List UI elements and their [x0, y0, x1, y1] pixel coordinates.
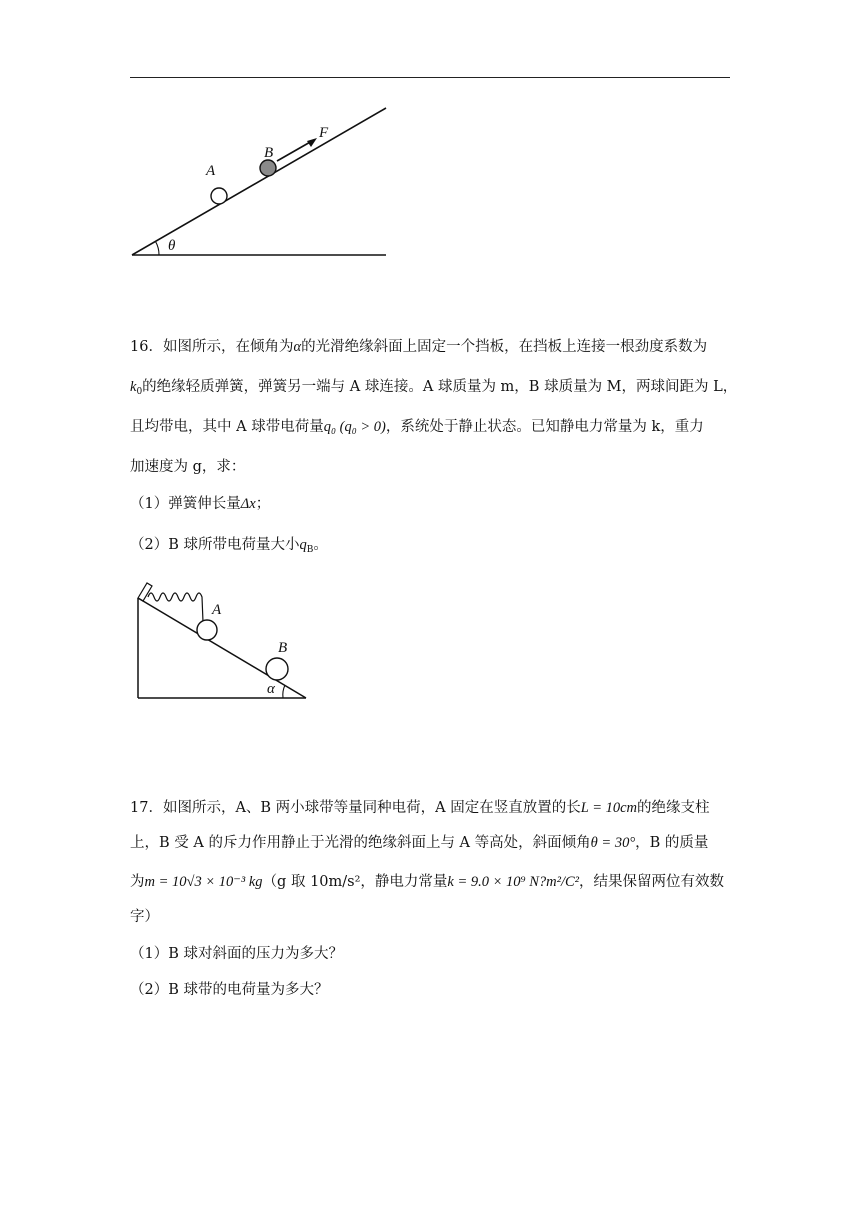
q16-sub-1: （1）弹簧伸长量Δx； [130, 496, 271, 512]
q17-line-4: 字） [130, 909, 159, 925]
q16-sub-2: （2）B 球所带电荷量大小$q_B$。 [130, 537, 328, 555]
figure-spring-wedge [130, 578, 320, 703]
ball-b [260, 160, 276, 176]
ball-b [266, 658, 288, 680]
label-b: B [278, 640, 288, 656]
q16-line-4: 加速度为 g，求： [130, 459, 246, 475]
q17-sub-2: （2）B 球带的电荷量为多大？ [130, 982, 329, 998]
label-a: A [206, 163, 216, 179]
q17-line-1: 17．如图所示，A、B 两小球带等量同种电荷，A 固定在竖直放置的长L = 10cm的绝缘支柱 [130, 800, 710, 816]
label-angle: α [267, 681, 275, 697]
spring [148, 593, 203, 622]
label-b: B [264, 145, 274, 161]
figure-incline-force [126, 100, 396, 260]
header-rule [130, 77, 730, 78]
incline-line [132, 108, 386, 255]
q16-line-1: 16．如图所示，在倾角为α的光滑绝缘斜面上固定一个挡板，在挡板上连接一根劲度系数为 [130, 339, 708, 355]
q16-line-3: 且均带电，其中 A 球带电荷量q₀ (q₀ > 0)，系统处于静止状态。已知静电力常量为 k，重力 [130, 419, 704, 435]
force-arrow [277, 141, 312, 161]
ball-a [211, 188, 227, 204]
q17-line-3: 为m = 10√3 × 10⁻³ kg（g 取 10m/s²，静电力常量k = 9.0 × 10⁹ N?m²/C²，结果保留两位有效数 [130, 874, 724, 890]
label-a: A [212, 602, 222, 618]
stopper-plate [138, 583, 152, 601]
force-arrow-head [307, 138, 317, 147]
q16-line-2: $k_0$的绝缘轻质弹簧，弹簧另一端与 A 球连接。A 球质量为 m，B 球质量为 M，两球间距为 L， [130, 379, 738, 397]
q17-line-2: 上，B 受 A 的斥力作用静止于光滑的绝缘斜面上与 A 等高处，斜面倾角θ = 30°，B 的质量 [130, 835, 709, 851]
q17-sub-1: （1）B 球对斜面的压力为多大？ [130, 946, 343, 962]
angle-arc [156, 242, 159, 255]
label-angle: θ [168, 238, 176, 254]
angle-arc [283, 685, 285, 698]
label-force: F [319, 125, 329, 141]
ball-a [197, 620, 217, 640]
